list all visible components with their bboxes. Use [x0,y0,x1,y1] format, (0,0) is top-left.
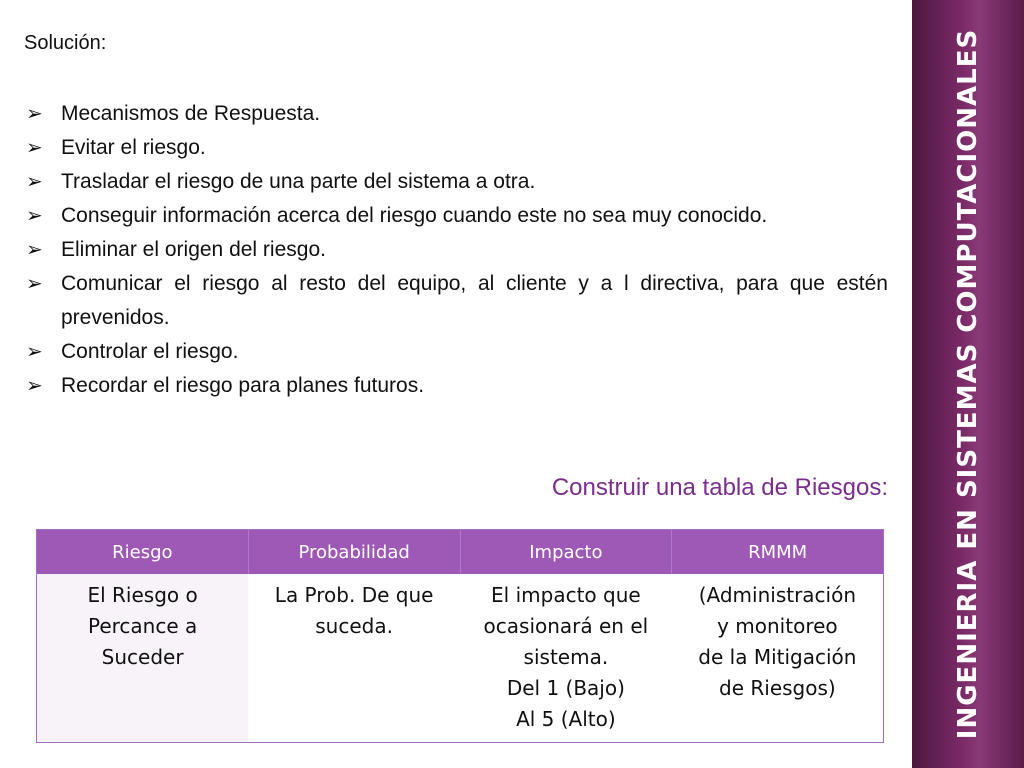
list-item [24,97,888,131]
list-item-text: Mecanismos de Respuesta. [61,102,321,125]
risk-table [36,529,884,743]
solution-heading: Solución: [24,32,107,54]
arrow-bullet-icon: ➢ [26,205,43,227]
arrow-bullet-icon: ➢ [26,375,43,397]
list-item [24,233,888,267]
list-item-text: Recordar el riesgo para planes futuros. [61,374,425,397]
arrow-bullet-icon: ➢ [26,341,43,363]
list-item-text: Conseguir información acerca del riesgo cuando este no sea muy conocido. [61,204,768,227]
cell-rmmm: (Administración y monitoreo de la Mitigación de Riesgos) [672,574,884,743]
header-riesgo: Riesgo [37,530,249,575]
list-item-text: Evitar el riesgo. [61,136,206,159]
header-probabilidad: Probabilidad [248,530,460,575]
list-item-text: Comunicar el riesgo al resto del equipo, al cliente y a l directiva, para que estén prevenidos. [61,272,888,329]
list-item [24,131,888,165]
list-item [24,267,888,335]
list-item-text: Trasladar el riesgo de una parte del sistema a otra. [61,170,536,193]
arrow-bullet-icon: ➢ [26,171,43,193]
sidebar-title: INGENIERIA EN SISTEMAS COMPUTACIONALES [953,28,983,740]
cell-probabilidad: La Prob. De que suceda. [248,574,460,743]
header-rmmm: RMMM [672,530,884,575]
table-title: Construir una tabla de Riesgos: [551,474,888,501]
arrow-bullet-icon: ➢ [26,103,43,125]
table-row [37,574,884,743]
list-item [24,199,888,233]
header-impacto: Impacto [460,530,672,575]
list-item-text: Controlar el riesgo. [61,340,239,363]
list-item-text: Eliminar el origen del riesgo. [61,238,326,261]
table-header-row [37,530,884,575]
list-item [24,369,888,403]
response-list [24,97,888,403]
arrow-bullet-icon: ➢ [26,137,43,159]
cell-riesgo: El Riesgo o Percance a Suceder [37,574,249,743]
list-item [24,335,888,369]
arrow-bullet-icon: ➢ [26,239,43,261]
cell-impacto: El impacto que ocasionará en el sistema. Del 1 (Bajo) Al 5 (Alto) [460,574,672,743]
arrow-bullet-icon: ➢ [26,273,43,295]
list-item [24,165,888,199]
